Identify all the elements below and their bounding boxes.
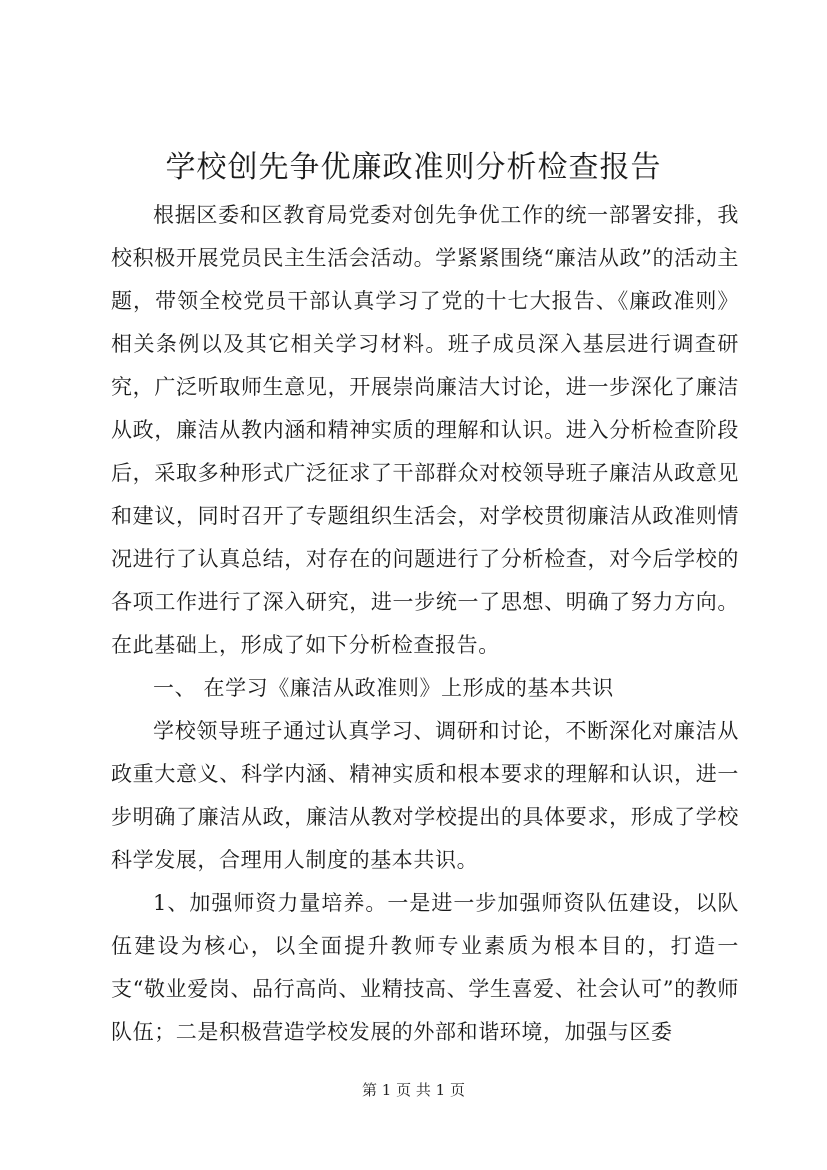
section-heading: 一、 在学习《廉洁从政准则》上形成的基本共识	[153, 676, 614, 700]
paragraph-consensus: 学校领导班子通过认真学习、调研和讨论，不断深化对廉洁从政重大意义、科学内涵、精神实质和根本要求的理解和认识，进一步明确了廉洁从政，廉洁从教对学校提出的具体要求，形成了学校科学发展，合理用人制度的基本共识。	[111, 719, 739, 872]
page-footer: 第 1 页 共 1 页	[362, 1081, 465, 1099]
document-body	[111, 194, 739, 1054]
document-title: 学校创先争优廉政准则分析检查报告	[165, 150, 662, 185]
paragraph-intro: 根据区委和区教育局党委对创先争优工作的统一部署安排，我校积极开展党员民主生活会活动。学紧紧围绕“廉洁从政”的活动主题，带领全校党员干部认真学习了党的十七大报告、《廉政准则》相关条例以及其它相关学习材料。班子成员深入基层进行调查研究，广泛听取师生意见，开展崇尚廉洁大讨论，进一步深化了廉洁从政，廉洁从教内涵和精神实质的理解和认识。进入分析检查阶段后，采取多种形式广泛征求了干部群众对校领导班子廉洁从政意见和建议，同时召开了专题组织生活会，对学校贯彻廉洁从政准则情况进行了认真总结，对存在的问题进行了分析检查，对今后学校的各项工作进行了深入研究，进一步统一了思想、明确了努力方向。在此基础上，形成了如下分析检查报告。	[111, 203, 739, 657]
paragraph-teacher-training: 1、加强师资力量培养。一是进一步加强师资队伍建设，以队伍建设为核心，以全面提升教师专业素质为根本目的，打造一支“敬业爱岗、品行高尚、业精技高、学生喜爱、社会认可”的教师队伍；二是积极营造学校发展的外部和谐环境，加强与区委	[111, 891, 739, 1044]
